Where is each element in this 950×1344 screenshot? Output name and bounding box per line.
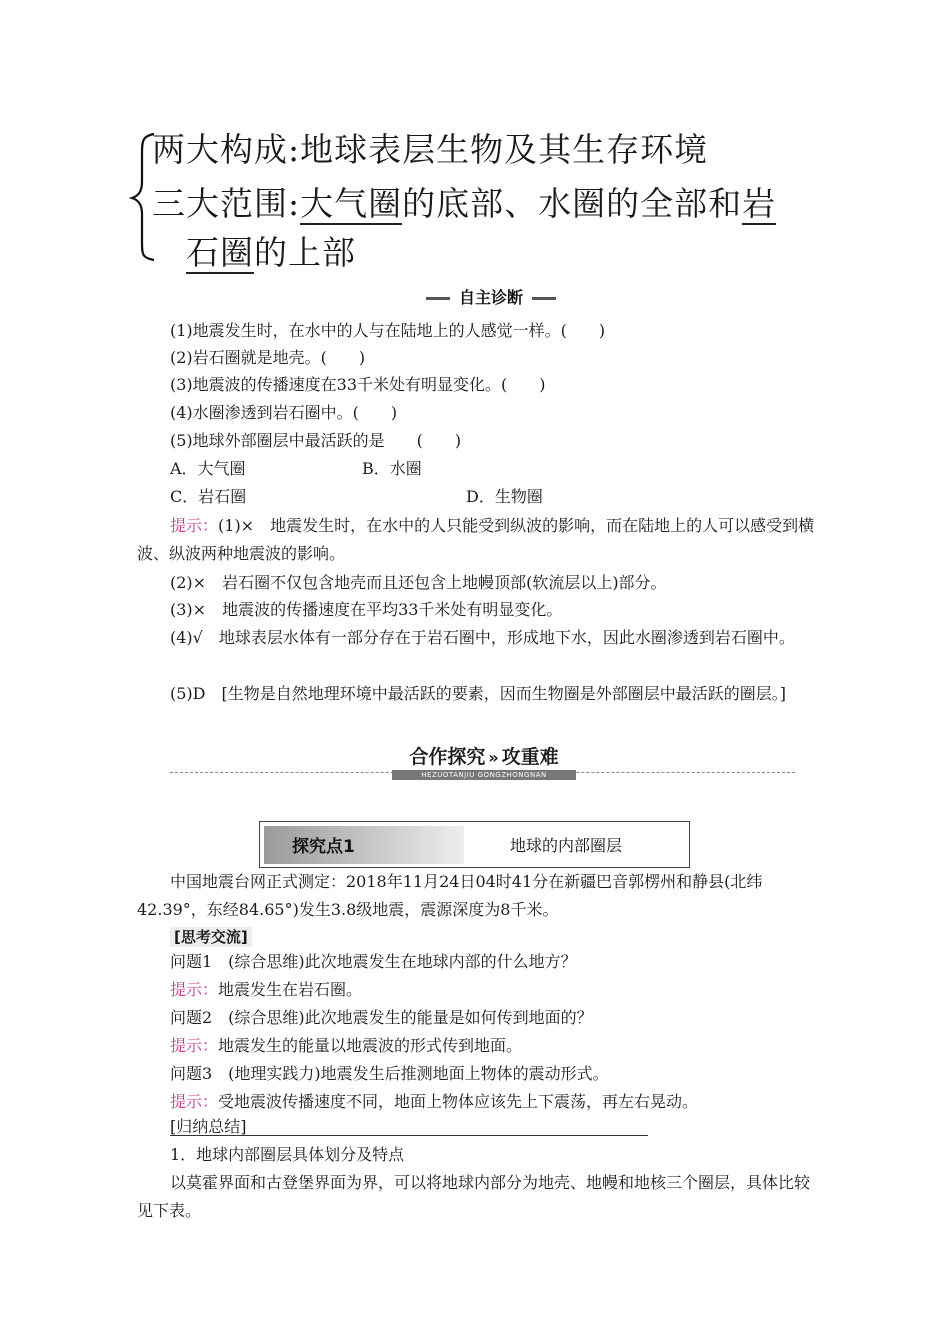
summary-underline <box>170 1135 648 1136</box>
range-label: 三大范围: <box>152 184 301 223</box>
answer-2: (2)× 岩石圈不仅包含地壳而且还包含上地幔顶部(软流层以上)部分。 <box>170 573 667 592</box>
biosphere-line-2 <box>152 182 776 226</box>
cooperation-pinyin: HEZUOTANJIU GONGZHONGNAN <box>392 770 576 780</box>
question-2: (2)岩石圈就是地壳。( ) <box>170 348 366 367</box>
self-diagnosis-title: 自主诊断 <box>458 288 523 307</box>
hint-label: 提示： <box>170 516 219 535</box>
summary-paragraph: 以莫霍界面和古登堡界面为界，可以将地球内部分为地壳、地幔和地核三个圈层，具体比较见下表。 <box>137 1173 811 1220</box>
lithosphere-term-start: 岩 <box>742 184 777 223</box>
option-b: B．水圈 <box>362 459 422 478</box>
cooperation-title: 合作探究 » 攻重难 <box>392 744 576 770</box>
problem-1: 问题1 (综合思维)此次地震发生在地球内部的什么地方？ <box>170 952 577 971</box>
answer-1 <box>137 512 815 568</box>
case-intro: 中国地震台网正式测定：2018年11月24日04时41分在新疆巴音郭楞州和静县(北纬42.39°，东经84.65°)发生3.8级地震，震源深度为8千米。 <box>137 872 763 919</box>
think-exchange-label: [思考交流] <box>170 927 252 947</box>
self-diagnosis-header <box>426 286 556 310</box>
option-d: D．生物圈 <box>466 487 543 506</box>
summary-label: [归纳总结] <box>170 1117 247 1136</box>
atmosphere-term: 大气圈 <box>300 184 403 223</box>
lithosphere-term-end: 石圈 <box>186 233 254 272</box>
answer-1-text: (1)× 地震发生时，在水中的人只能受到纵波的影响，而在陆地上的人可以感受到横波、纵波两种地震波的影响。 <box>137 516 815 563</box>
question-1: (1)地震发生时，在水中的人与在陆地上的人感觉一样。( ) <box>170 321 606 340</box>
answer-3: (3)× 地震波的传播速度在平均33千米处有明显变化。 <box>170 600 563 619</box>
biosphere-line-3 <box>186 231 356 275</box>
option-a: A．大气圈 <box>170 459 246 478</box>
question-5: (5)地球外部圈层中最活跃的是 ( ) <box>170 431 462 450</box>
range-end: 的上部 <box>254 233 356 272</box>
answer-4: (4)√ 地球表层水体有一部分存在于岩石圈中，形成地下水，因此水圈渗透到岩石圈中。 <box>170 628 795 647</box>
range-middle: 的底部、水圈的全部和 <box>402 184 743 223</box>
summary-item-1: 1．地球内部圈层具体划分及特点 <box>170 1145 405 1164</box>
hint-1: 提示：地震发生在岩石圈。 <box>170 980 363 999</box>
question-3: (3)地震波的传播速度在33千米处有明显变化。( ) <box>170 375 546 394</box>
option-c: C．岩石圈 <box>170 487 247 506</box>
question-4: (4)水圈渗透到岩石圈中。( ) <box>170 403 398 422</box>
hint-3: 提示：受地震波传播速度不同，地面上物体应该先上下震荡，再左右晃动。 <box>170 1092 699 1111</box>
biosphere-line-1: 两大构成:地球表层生物及其生存环境 <box>152 130 709 169</box>
arrow-icon: » <box>488 748 499 767</box>
explore-point-tag: 探究点1 <box>264 826 464 864</box>
problem-3: 问题3 (地理实践力)地震发生后推测地面上物体的震动形式。 <box>170 1064 609 1083</box>
hint-2: 提示：地震发生的能量以地震波的形式传到地面。 <box>170 1036 523 1055</box>
explore-point-topic: 地球的内部圈层 <box>510 836 623 855</box>
problem-2: 问题2 (综合思维)此次地震发生的能量是如何传到地面的？ <box>170 1008 593 1027</box>
cooperation-banner <box>170 744 795 784</box>
explore-point-box <box>259 821 690 868</box>
answer-5: (5)D [生物是自然地理环境中最活跃的要素，因而生物圈是外部圈层中最活跃的圈层。] <box>170 684 786 703</box>
